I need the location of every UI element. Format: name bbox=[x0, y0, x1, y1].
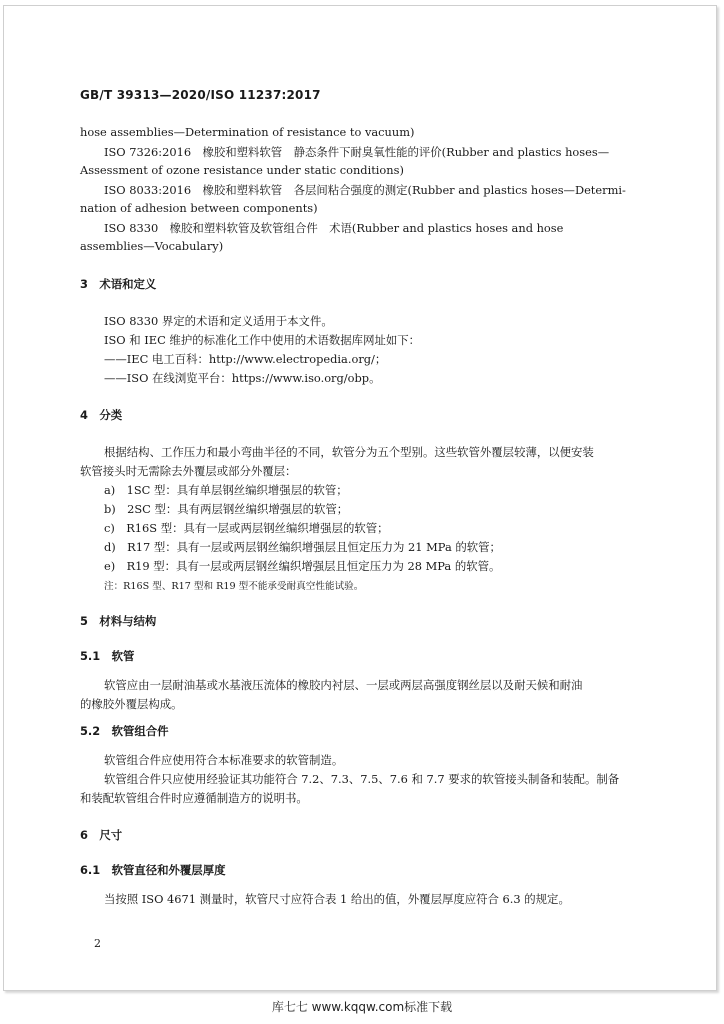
classification-item: e) R19 型：具有一层或两层钢丝编织增强层且恒定压力为 28 MPa 的软管。 bbox=[104, 559, 501, 573]
section-4-intro: 软管接头时无需除去外覆层或部分外覆层： bbox=[80, 464, 297, 478]
section-4-heading: 4 分类 bbox=[80, 408, 123, 422]
classification-item: d) R17 型：具有一层或两层钢丝编织增强层且恒定压力为 21 MPa 的软管； bbox=[104, 540, 501, 554]
section-6-1-heading: 6.1 软管直径和外覆层厚度 bbox=[80, 863, 226, 877]
section-5-2-text: 软管组合件只应使用经验证其功能符合 7.2、7.3、7.5、7.6 和 7.7 要求的软管接头制备和装配。制备 bbox=[104, 772, 620, 786]
page-number: 2 bbox=[94, 937, 101, 950]
reference-line: ISO 8330 橡胶和塑料软管及软管组合件 术语(Rubber and plastics hoses and hose bbox=[104, 221, 564, 235]
reference-line: ISO 8033:2016 橡胶和塑料软管 各层间粘合强度的测定(Rubber and plastics hoses—Determi- bbox=[104, 183, 626, 197]
document-header: GB/T 39313—2020/ISO 11237:2017 bbox=[80, 88, 321, 102]
section-4-intro: 根据结构、工作压力和最小弯曲半径的不同，软管分为五个型别。这些软管外覆层较薄，以便安装 bbox=[104, 445, 594, 459]
classification-item: a) 1SC 型：具有单层钢丝编织增强层的软管； bbox=[104, 483, 348, 497]
section-3-link-iec: ——IEC 电工百科：http://www.electropedia.org/； bbox=[104, 352, 387, 366]
section-3-link-iso: ——ISO 在线浏览平台：https://www.iso.org/obp。 bbox=[104, 371, 381, 385]
section-3-heading: 3 术语和定义 bbox=[80, 277, 157, 291]
reference-line: ISO 7326:2016 橡胶和塑料软管 静态条件下耐臭氧性能的评价(Rubber and plastics hoses— bbox=[104, 145, 610, 159]
section-3-text: ISO 和 IEC 维护的标准化工作中使用的术语数据库网址如下： bbox=[104, 333, 421, 347]
reference-line: nation of adhesion between components) bbox=[80, 201, 318, 215]
section-5-1-text: 的橡胶外覆层构成。 bbox=[80, 697, 183, 711]
classification-note: 注：R16S 型、R17 型和 R19 型不能承受耐真空性能试验。 bbox=[104, 581, 364, 592]
reference-line: assemblies—Vocabulary) bbox=[80, 239, 224, 253]
section-5-2-text: 软管组合件应使用符合本标准要求的软管制造。 bbox=[104, 753, 344, 767]
site-footer: 库七七 www.kqqw.com标准下载 bbox=[271, 1000, 453, 1014]
classification-item: b) 2SC 型：具有两层钢丝编织增强层的软管； bbox=[104, 502, 349, 516]
section-5-1-heading: 5.1 软管 bbox=[80, 649, 135, 663]
section-6-1-text: 当按照 ISO 4671 测量时，软管尺寸应符合表 1 给出的值，外覆层厚度应符合 6.3 的规定。 bbox=[104, 892, 570, 906]
section-5-2-heading: 5.2 软管组合件 bbox=[80, 724, 169, 738]
classification-item: c) R16S 型：具有一层或两层钢丝编织增强层的软管； bbox=[104, 521, 389, 535]
reference-line: Assessment of ozone resistance under static conditions) bbox=[80, 163, 404, 177]
reference-line: hose assemblies—Determination of resistance to vacuum) bbox=[80, 125, 415, 139]
section-3-text: ISO 8330 界定的术语和定义适用于本文件。 bbox=[104, 314, 333, 328]
section-5-heading: 5 材料与结构 bbox=[80, 614, 157, 628]
section-5-2-text: 和装配软管组合件时应遵循制造方的说明书。 bbox=[80, 791, 308, 805]
section-6-heading: 6 尺寸 bbox=[80, 828, 123, 842]
section-5-1-text: 软管应由一层耐油基或水基液压流体的橡胶内衬层、一层或两层高强度钢丝层以及耐天候和耐油 bbox=[104, 678, 583, 692]
